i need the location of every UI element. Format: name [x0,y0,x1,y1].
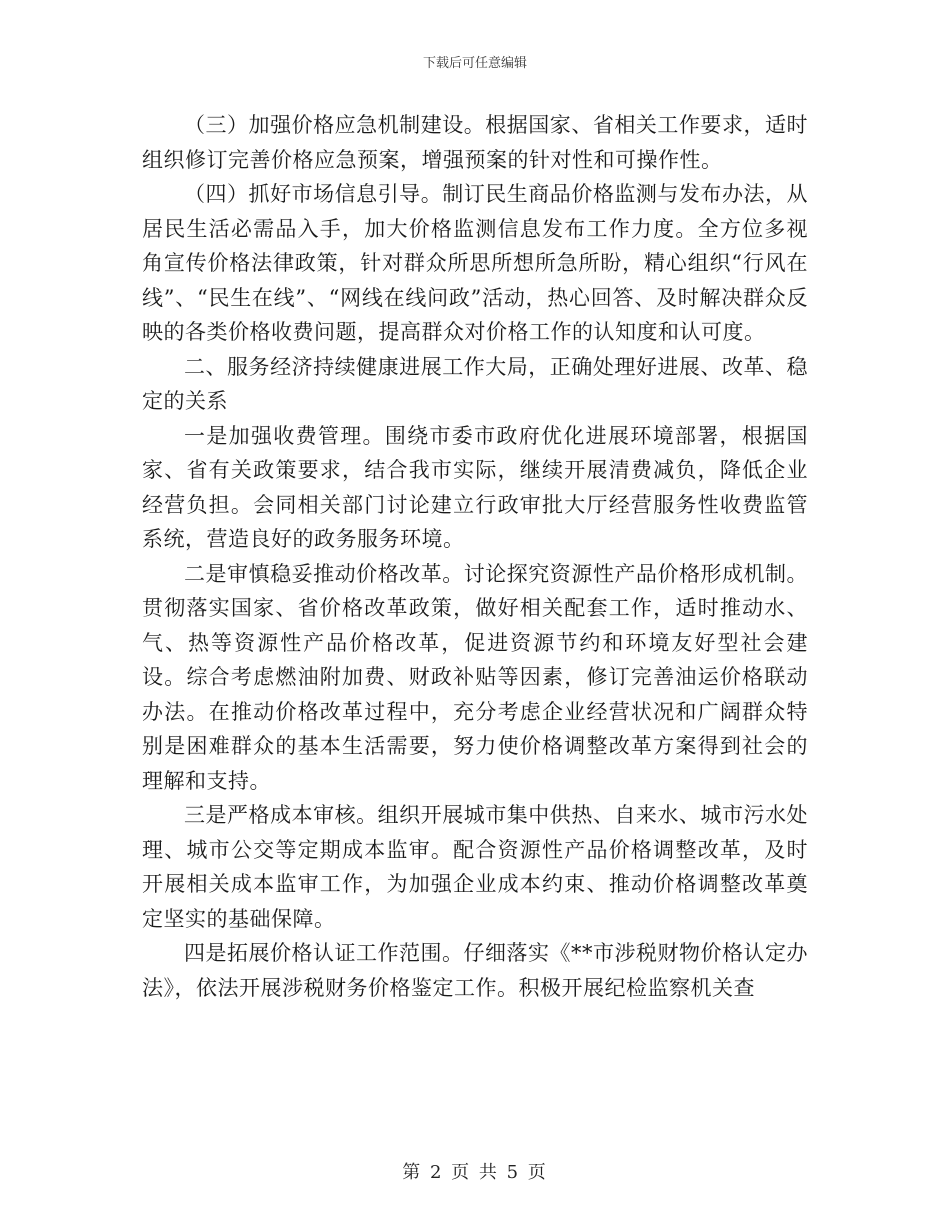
page-number-footer: 第 2 页 共 5 页 [402,1162,548,1183]
header-note: 下载后可任意编辑 [422,56,527,71]
paragraph-market-info: （四）抓好市场信息引导。制订民生商品价格监测与发布办法，从居民生活必需品入手，加大价格监测信息发布工作力度。全方位多视角宣传价格法律政策，针对群众所思所想所急所盼，精心组织“行风在线”、“民生在线”、“网线在线问政”活动，热心回答、及时解决群众反映的各类价格收费问题，提高群众对价格工作的认知度和认可度。 [142,182,808,344]
paragraph-fee-management: 一是加强收费管理。围绕市委市政府优化进展环境部署，根据国家、省有关政策要求，结合我市实际，继续开展清费减负，降低企业经营负担。会同相关部门讨论建立行政审批大厅经营服务性收费监管系统，营造良好的政务服务环境。 [142,423,808,551]
section-heading-two: 二、服务经济持续健康进展工作大局，正确处理好进展、改革、稳定的关系 [142,354,808,413]
document-body [142,108,808,1005]
paragraph-price-reform: 二是审慎稳妥推动价格改革。讨论探究资源性产品价格形成机制。贯彻落实国家、省价格改革政策，做好相关配套工作，适时推动水、气、热等资源性产品价格改革，促进资源节约和环境友好型社会建设。综合考虑燃油附加费、财政补贴等因素，修订完善油运价格联动办法。在推动价格改革过程中，充分考虑企业经营状况和广阔群众特别是困难群众的基本生活需要，努力使价格调整改革方案得到社会的理解和支持。 [142,561,808,793]
paragraph-price-certification: 四是拓展价格认证工作范围。仔细落实《**市涉税财物价格认定办法》，依法开展涉税财务价格鉴定工作。积极开展纪检监察机关查 [142,941,808,1000]
paragraph-cost-review: 三是严格成本审核。组织开展城市集中供热、自来水、城市污水处理、城市公交等定期成本监审。配合资源性产品价格调整改革，及时开展相关成本监审工作，为加强企业成本约束、推动价格调整改革奠定坚实的基础保障。 [142,803,808,931]
paragraph-emergency-mechanism: （三）加强价格应急机制建设。根据国家、省相关工作要求，适时组织修订完善价格应急预案，增强预案的针对性和可操作性。 [142,113,808,172]
